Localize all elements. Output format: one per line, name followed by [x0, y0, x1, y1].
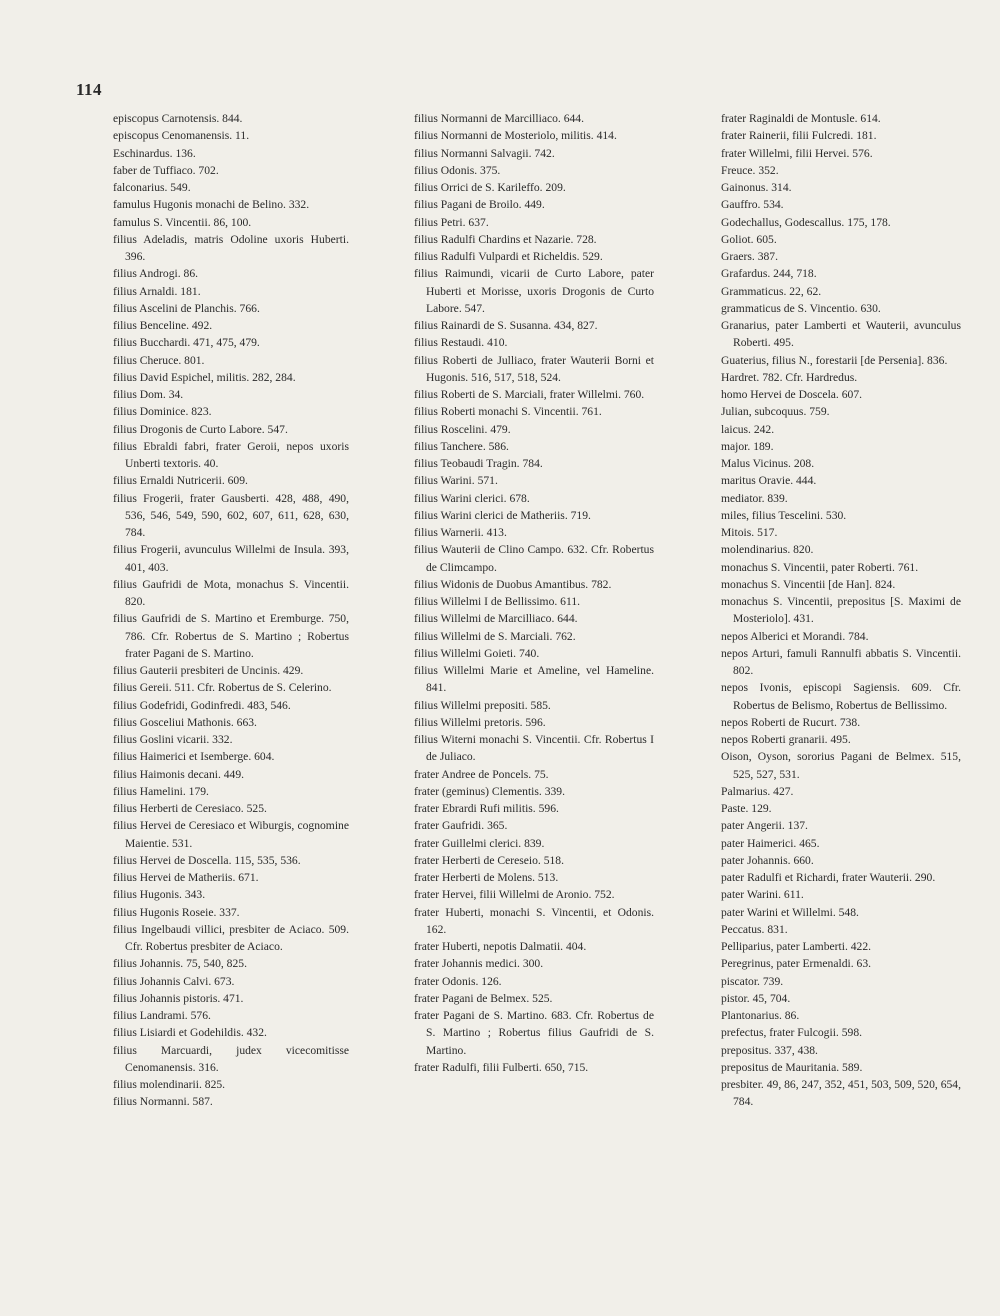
index-entry: filius Johannis Calvi. 673. — [113, 974, 235, 988]
index-entry: pater Warini. 611. — [721, 888, 804, 902]
index-entry: frater Huberti, nepotis Dalmatii. 404. — [414, 940, 587, 953]
index-column-2 — [414, 110, 654, 1076]
index-entry: filius Dom. 34. — [113, 388, 184, 401]
index-entry: filius Haimerici et Isemberge. 604. — [113, 750, 275, 764]
index-entry: filius Cheruce. 801. — [113, 353, 205, 367]
index-entry: pater Haimerici. 465. — [721, 836, 820, 850]
index-entry: filius Johannis. 75, 540, 825. — [113, 957, 247, 971]
index-entry: filius Restaudi. 410. — [414, 336, 508, 350]
index-entry: frater Pagani de Belmex. 525. — [414, 991, 553, 1005]
index-entry: prepositus. 337, 438. — [721, 1043, 818, 1057]
index-entry: nepos Arturi, famuli Rannulfi abbatis S. Vincentii. 802. — [721, 646, 961, 677]
index-entry: filius Willelmi Marie et Ameline, vel Hameline. 841. — [414, 664, 654, 695]
index-entry: frater Radulfi, filii Fulberti. 650, 715. — [414, 1060, 589, 1074]
index-entry: filius Hervei de Matheriis. 671. — [113, 871, 259, 884]
index-entry: famulus Hugonis monachi de Belino. 332. — [113, 198, 310, 212]
index-entry: filius Marcuardi, judex vicecomitisse Cenomanensis. 316. — [113, 1043, 349, 1074]
index-entry: miles, filius Tescelini. 530. — [721, 508, 847, 522]
index-entry: filius Gauterii presbiteri de Uncinis. 429. — [113, 664, 304, 677]
index-entry: frater Gaufridi. 365. — [414, 819, 508, 833]
index-entry: Graers. 387. — [721, 250, 778, 263]
index-entry: filius Johannis pistoris. 471. — [113, 991, 244, 1005]
index-entry: Gainonus. 314. — [721, 181, 792, 194]
index-entry: filius Normanni Salvagii. 742. — [414, 146, 555, 160]
index-entry: filius Arnaldi. 181. — [113, 284, 201, 298]
index-entry: filius Roberti de S. Marciali, frater Willelmi. 760. — [414, 388, 645, 401]
index-entry: filius Gaufridi de S. Martino et Eremburge. 750, 786. Cfr. Robertus de S. Martino ; Robertus frater Pagani de S. Martino. — [113, 612, 349, 660]
index-entry: pater Angerii. 137. — [721, 819, 808, 833]
index-entry: filius Roscelini. 479. — [414, 422, 511, 436]
index-entry: filius Hugonis. 343. — [113, 888, 206, 902]
index-entry: filius Hervei de Doscella. 115, 535, 536. — [113, 853, 301, 867]
index-entry: filius Warini clerici de Matheriis. 719. — [414, 508, 591, 522]
index-entry: Plantonarius. 86. — [721, 1009, 800, 1022]
index-entry: frater (geminus) Clementis. 339. — [414, 784, 566, 798]
index-entry: episcopus Cenomanensis. 11. — [113, 129, 250, 143]
index-entry: filius Lisiardi et Godehildis. 432. — [113, 1026, 267, 1040]
index-entry: frater Herberti de Cereseio. 518. — [414, 853, 565, 867]
index-entry: filius Roberti de Julliaco, frater Wauterii Borni et Hugonis. 516, 517, 518, 524. — [414, 353, 654, 384]
index-entry: famulus S. Vincentii. 86, 100. — [113, 215, 252, 229]
index-entry: filius Hamelini. 179. — [113, 784, 209, 798]
index-entry: homo Hervei de Doscela. 607. — [721, 388, 863, 401]
index-entry: filius Frogerii, frater Gausberti. 428, 488, 490, 536, 546, 549, 590, 602, 607, 611, 628, 630, 784. — [113, 491, 349, 539]
index-entry: faber de Tuffiaco. 702. — [113, 163, 219, 177]
index-entry: prefectus, frater Fulcogii. 598. — [721, 1026, 863, 1040]
index-entry: filius Gereii. 511. Cfr. Robertus de S. Celerino. — [113, 681, 332, 695]
index-entry: filius Willelmi Goieti. 740. — [414, 646, 540, 660]
index-entry: Malus Vicinus. 208. — [721, 457, 815, 470]
index-entry: filius Androgi. 86. — [113, 267, 199, 281]
index-entry: Grammaticus. 22, 62. — [721, 284, 822, 298]
index-entry: frater Rainerii, filii Fulcredi. 181. — [721, 129, 877, 143]
index-entry: filius Petri. 637. — [414, 215, 489, 229]
index-entry: filius David Espichel, militis. 282, 284. — [113, 370, 296, 384]
index-entry: filius Gaufridi de Mota, monachus S. Vincentii. 820. — [113, 577, 349, 608]
index-entry: pistor. 45, 704. — [721, 991, 791, 1005]
index-entry: filius Landrami. 576. — [113, 1009, 211, 1022]
index-entry: filius Widonis de Duobus Amantibus. 782. — [414, 577, 612, 591]
index-entry: presbiter. 49, 86, 247, 352, 451, 503, 509, 520, 654, 784. — [721, 1078, 961, 1109]
index-entry: filius Willelmi pretoris. 596. — [414, 715, 546, 729]
index-entry: filius Godefridi, Godinfredi. 483, 546. — [113, 698, 291, 712]
index-entry: filius Ingelbaudi villici, presbiter de Aciaco. 509. Cfr. Robertus presbiter de Aciaco. — [113, 922, 349, 953]
index-entry: filius Normanni. 587. — [113, 1095, 213, 1109]
index-entry: filius Willelmi de S. Marciali. 762. — [414, 629, 576, 643]
index-entry: Oison, Oyson, sororius Pagani de Belmex. 515, 525, 527, 531. — [721, 750, 961, 781]
index-entry: frater Raginaldi de Montusle. 614. — [721, 112, 881, 125]
index-entry: filius Drogonis de Curto Labore. 547. — [113, 422, 288, 436]
index-entry: laicus. 242. — [721, 422, 775, 436]
index-entry: Peccatus. 831. — [721, 922, 788, 936]
index-entry: Eschinardus. 136. — [113, 146, 196, 160]
index-entry: filius Ebraldi fabri, frater Geroii, nepos uxoris Unberti textoris. 40. — [113, 439, 349, 470]
index-entry: frater Guillelmi clerici. 839. — [414, 836, 545, 850]
index-entry: frater Andree de Poncels. 75. — [414, 767, 549, 781]
index-entry: major. 189. — [721, 439, 774, 453]
index-entry: Guaterius, filius N., forestarii [de Persenia]. 836. — [721, 353, 948, 367]
index-entry: filius Pagani de Broilo. 449. — [414, 198, 545, 212]
index-entry: monachus S. Vincentii, prepositus [S. Maximi de Mosteriolo]. 431. — [721, 595, 961, 626]
index-entry: filius Rainardi de S. Susanna. 434, 827. — [414, 319, 598, 332]
index-entry: Granarius, pater Lamberti et Wauterii, avunculus Roberti. 495. — [721, 319, 961, 350]
index-entry: filius Radulfi Vulpardi et Richeldis. 529. — [414, 250, 603, 263]
index-entry: filius Willelmi de Marcilliaco. 644. — [414, 612, 578, 626]
index-entry: filius Orrici de S. Karileffo. 209. — [414, 181, 566, 194]
index-entry: filius Dominice. 823. — [113, 405, 212, 419]
page-number: 114 — [76, 80, 103, 99]
index-entry: filius Witerni monachi S. Vincentii. Cfr. Robertus I de Juliaco. — [414, 733, 654, 764]
index-entry: episcopus Carnotensis. 844. — [113, 112, 243, 125]
index-entry: filius Willelmi I de Bellissimo. 611. — [414, 595, 581, 608]
index-entry: prepositus de Mauritania. 589. — [721, 1060, 863, 1074]
index-entry: frater Ebrardi Rufi militis. 596. — [414, 802, 559, 815]
index-entry: nepos Roberti de Rucurt. 738. — [721, 715, 861, 729]
index-entry: Mitois. 517. — [721, 526, 778, 539]
index-entry: monachus S. Vincentii, pater Roberti. 761. — [721, 560, 919, 574]
index-entry: frater Johannis medici. 300. — [414, 957, 544, 971]
index-entry: filius Roberti monachi S. Vincentii. 761. — [414, 405, 602, 419]
index-entry: filius Warini. 571. — [414, 474, 498, 488]
index-entry: nepos Alberici et Morandi. 784. — [721, 629, 869, 643]
index-entry: filius Ascelini de Planchis. 766. — [113, 301, 260, 315]
index-entry: Pelliparius, pater Lamberti. 422. — [721, 940, 872, 953]
index-entry: frater Huberti, monachi S. Vincentii, et Odonis. 162. — [414, 905, 654, 936]
index-entry: Goliot. 605. — [721, 232, 777, 246]
index-entry: filius Normanni de Marcilliaco. 644. — [414, 112, 585, 125]
index-entry: filius Teobaudi Tragin. 784. — [414, 457, 543, 470]
index-entry: filius Odonis. 375. — [414, 163, 501, 177]
index-entry: filius Gosceliui Mathonis. 663. — [113, 715, 257, 729]
index-entry: molendinarius. 820. — [721, 543, 814, 557]
index-column-3 — [721, 110, 961, 1111]
index-entry: Gauffro. 534. — [721, 198, 784, 212]
index-entry: frater Herberti de Molens. 513. — [414, 871, 559, 884]
index-entry: Peregrinus, pater Ermenaldi. 63. — [721, 957, 872, 971]
index-entry: Julian, subcoquus. 759. — [721, 405, 830, 419]
index-entry: filius Normanni de Mosteriolo, militis. 414. — [414, 129, 617, 143]
index-entry: Freuce. 352. — [721, 163, 779, 177]
index-entry: falconarius. 549. — [113, 181, 191, 194]
index-entry: Paste. 129. — [721, 802, 772, 815]
index-entry: filius Haimonis decani. 449. — [113, 767, 245, 781]
index-entry: piscator. 739. — [721, 974, 784, 988]
index-entry: filius Tanchere. 586. — [414, 439, 509, 453]
index-entry: filius molendinarii. 825. — [113, 1078, 226, 1091]
index-entry: frater Odonis. 126. — [414, 974, 502, 988]
index-entry: grammaticus de S. Vincentio. 630. — [721, 301, 881, 315]
index-entry: nepos Ivonis, episcopi Sagiensis. 609. Cfr. Robertus de Belismo, Robertus de Bellissimo. — [721, 681, 961, 712]
index-entry: filius Raimundi, vicarii de Curto Labore, pater Huberti et Morisse, uxoris Drogonis de Curto Labore. 547. — [414, 267, 654, 315]
index-entry: frater Willelmi, filii Hervei. 576. — [721, 146, 873, 160]
index-entry: mediator. 839. — [721, 491, 788, 505]
index-entry: filius Benceline. 492. — [113, 319, 213, 332]
index-entry: pater Warini et Willelmi. 548. — [721, 905, 859, 919]
index-entry: filius Bucchardi. 471, 475, 479. — [113, 336, 260, 350]
index-entry: Palmarius. 427. — [721, 784, 794, 798]
index-entry: pater Johannis. 660. — [721, 853, 814, 867]
index-entry: pater Radulfi et Richardi, frater Wauterii. 290. — [721, 871, 936, 884]
index-entry: filius Willelmi prepositi. 585. — [414, 698, 551, 712]
index-entry: filius Hervei de Ceresiaco et Wiburgis, cognomine Maientie. 531. — [113, 819, 349, 850]
index-entry: Hardret. 782. Cfr. Hardredus. — [721, 370, 858, 384]
index-column-1 — [113, 110, 349, 1111]
index-entry: Grafardus. 244, 718. — [721, 267, 817, 281]
index-entry: filius Wauterii de Clino Campo. 632. Cfr. Robertus de Climcampo. — [414, 543, 654, 574]
index-entry: nepos Roberti granarii. 495. — [721, 733, 851, 746]
index-entry: Godechallus, Godescallus. 175, 178. — [721, 215, 891, 229]
index-entry: monachus S. Vincentii [de Han]. 824. — [721, 577, 896, 591]
index-entry: filius Adeladis, matris Odoline uxoris Huberti. 396. — [113, 232, 349, 263]
index-entry: filius Hugonis Roseie. 337. — [113, 905, 240, 919]
index-entry: filius Herberti de Ceresiaco. 525. — [113, 802, 267, 815]
index-entry: filius Warnerii. 413. — [414, 526, 507, 539]
index-entry: filius Warini clerici. 678. — [414, 491, 530, 505]
index-entry: frater Hervei, filii Willelmi de Aronio. 752. — [414, 888, 615, 902]
index-entry: maritus Oravie. 444. — [721, 474, 817, 488]
index-entry: filius Ernaldi Nutricerii. 609. — [113, 474, 248, 488]
index-entry: filius Frogerii, avunculus Willelmi de Insula. 393, 401, 403. — [113, 543, 349, 574]
index-entry: frater Pagani de S. Martino. 683. Cfr. Robertus de S. Martino ; Robertus filius Gaufridi de S. Martino. — [414, 1009, 654, 1057]
index-entry: filius Radulfi Chardins et Nazarie. 728. — [414, 232, 597, 246]
index-entry: filius Goslini vicarii. 332. — [113, 733, 233, 746]
